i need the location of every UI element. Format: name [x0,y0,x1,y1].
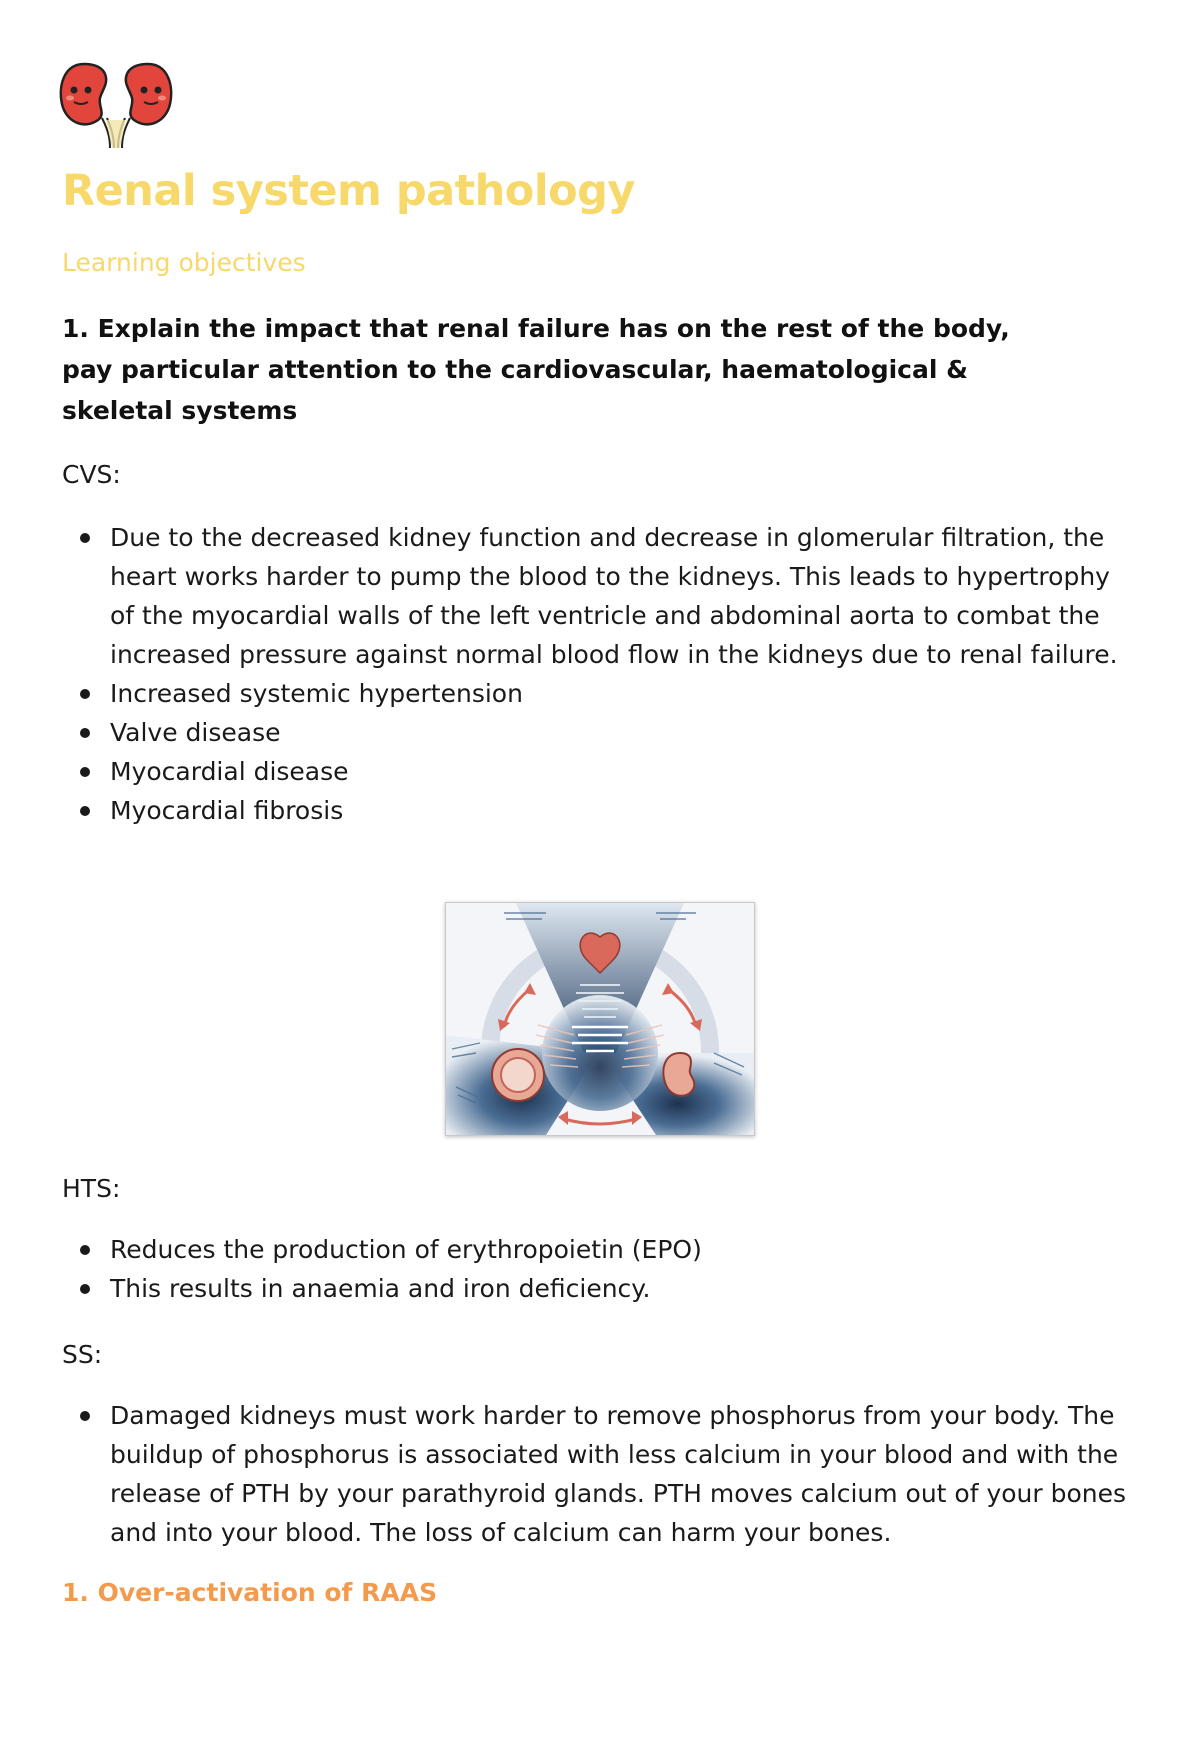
list-item-text: Myocardial disease [110,757,349,786]
list-item [0,1396,1140,1552]
list-item [0,1230,1140,1269]
raas-heading: 1. Over-activation of RAAS [62,1578,438,1607]
bullet-dot-icon [80,806,90,816]
list-item [0,674,1140,713]
cvs-list [0,518,1140,830]
bullet-dot-icon [80,1245,90,1255]
learning-objective: 1. Explain the impact that renal failure has on the rest of the body, pay particular attention to the cardiovascular, haematological & skeletal systems [62,314,1010,425]
list-item-text: Myocardial fibrosis [110,796,344,825]
list-item-text: Due to the decreased kidney function and decrease in glomerular filtration, the heart works harder to pump the blood to the kidneys. This leads to hypertrophy of the myocardial walls of the left ventricle and abdominal aorta to combat the increased pressure against normal blood flow in the kidneys due to renal failure. [110,523,1118,669]
list-item-text: Damaged kidneys must work harder to remove phosphorus from your body. The buildup of phosphorus is associated with less calcium in your blood and with the release of PTH by your parathyroid glands. PTH moves calcium out of your bones and into your blood. The loss of calcium can harm your bones. [110,1401,1127,1547]
bullet-dot-icon [80,1284,90,1294]
kidneys-icon [58,60,174,148]
cardiorenal-diagram-image [445,902,755,1136]
list-item-text: Reduces the production of erythropoietin (EPO) [110,1235,702,1264]
hts-list [0,1230,1140,1308]
list-item-text: This results in anaemia and iron deficiency. [110,1274,651,1303]
section-label-ss: SS: [62,1340,103,1369]
list-item [0,713,1140,752]
list-item [0,1269,1140,1308]
section-label-hts: HTS: [62,1174,121,1203]
list-item-text: Increased systemic hypertension [110,679,523,708]
bullet-dot-icon [80,689,90,699]
bullet-dot-icon [80,728,90,738]
list-item-text: Valve disease [110,718,281,747]
list-item [0,791,1140,830]
page-title: Renal system pathology [62,166,635,216]
diagram-graphic [446,903,754,1135]
ss-list [0,1396,1140,1552]
bullet-dot-icon [80,767,90,777]
list-item [0,518,1140,674]
bullet-dot-icon [80,1411,90,1421]
section-label-cvs: CVS: [62,460,121,489]
page-subtitle: Learning objectives [62,248,306,277]
bullet-dot-icon [80,533,90,543]
list-item [0,752,1140,791]
